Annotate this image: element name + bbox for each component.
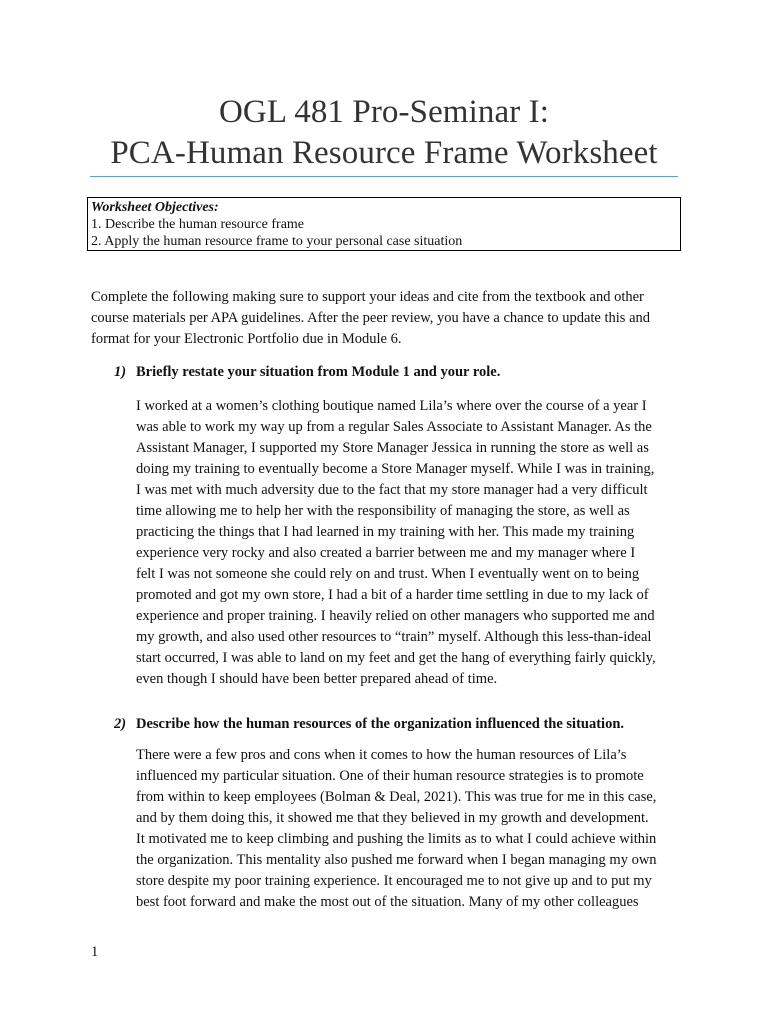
answer-line: the organization. This mentality also pushed me forward when I began managing my own	[136, 852, 657, 868]
intro-line: Complete the following making sure to support your ideas and cite from the textbook and other	[91, 289, 644, 305]
intro-line: course materials per APA guidelines. After the peer review, you have a chance to update this and	[91, 310, 651, 326]
question-2-number: 2)	[114, 716, 127, 732]
title-divider	[90, 176, 678, 177]
answer-line: was able to work my way up from a regular Sales Associate to Assistant Manager. As the	[136, 419, 652, 435]
answer-line: start occurred, I was able to land on my feet and get the hang of everything fairly quickly,	[136, 650, 656, 666]
answer-line: promoted and got my own store, I had a bit of a harder time settling in due to my lack of	[136, 587, 649, 603]
answer-line: my growth, and also used other resources to “train” myself. Although this less-than-ideal	[136, 629, 652, 645]
question-2	[114, 714, 714, 734]
intro-line: format for your Electronic Portfolio due in Module 6.	[91, 331, 402, 347]
answer-line: even though I should have been better prepared ahead of time.	[136, 671, 498, 687]
answer-line: experience and proper training. I heavily relied on other managers who supported me and	[136, 608, 655, 624]
answer-line: experience very rocky and also created a barrier between me and my manager where I	[136, 545, 636, 561]
objectives-box	[87, 197, 681, 251]
answer-line: Assistant Manager, I supported my Store Manager Jessica in running the store as well as	[136, 440, 649, 456]
title-line-2: PCA-Human Resource Frame Worksheet	[110, 135, 658, 171]
answer-line: I worked at a women’s clothing boutique named Lila’s where over the course of a year I	[136, 398, 647, 414]
objective-item: 1. Describe the human resource frame	[91, 217, 305, 232]
answer-line: practicing the things that I had learned in my training with her. This made my training	[136, 524, 635, 540]
answer-line: felt I was not someone she could rely on and trust. When I eventually went on to being	[136, 566, 640, 582]
answer-line: There were a few pros and cons when it comes to how the human resources of Lila’s	[136, 747, 627, 763]
answer-line: doing my training to eventually become a Store Manager myself. While I was in training,	[136, 461, 655, 477]
question-1-prompt: Briefly restate your situation from Module 1 and your role.	[136, 364, 501, 380]
answer-line: influenced my particular situation. One of their human resource strategies is to promote	[136, 768, 644, 784]
question-1	[114, 362, 714, 382]
page-number: 1	[91, 944, 99, 960]
question-1-number: 1)	[114, 364, 127, 380]
objective-item: 2. Apply the human resource frame to your personal case situation	[91, 234, 463, 249]
answer-line: store despite my poor training experience. It encouraged me to not give up and to put my	[136, 873, 652, 889]
answer-line: and by them doing this, it showed me that they believed in my growth and development.	[136, 810, 649, 826]
answer-line: best foot forward and make the most out of the situation. Many of my other colleagues	[136, 894, 639, 910]
answer-line: time allowing me to help her with the responsibility of managing the store, as well as	[136, 503, 630, 519]
answer-1	[136, 396, 681, 690]
answer-2	[136, 745, 681, 913]
answer-line: I was met with much adversity due to the fact that my store manager had a very difficult	[136, 482, 648, 498]
title-line-1: OGL 481 Pro-Seminar I:	[218, 94, 549, 130]
answer-line: It motivated me to keep climbing and pushing the limits as to what I could achieve within	[136, 831, 657, 847]
answer-line: from within to keep employees (Bolman & Deal, 2021). This was true for me in this case,	[136, 789, 657, 805]
intro-paragraph	[91, 287, 691, 350]
document-title	[0, 92, 768, 174]
question-2-prompt: Describe how the human resources of the organization influenced the situation.	[136, 716, 625, 732]
objectives-heading: Worksheet Objectives:	[91, 200, 219, 215]
